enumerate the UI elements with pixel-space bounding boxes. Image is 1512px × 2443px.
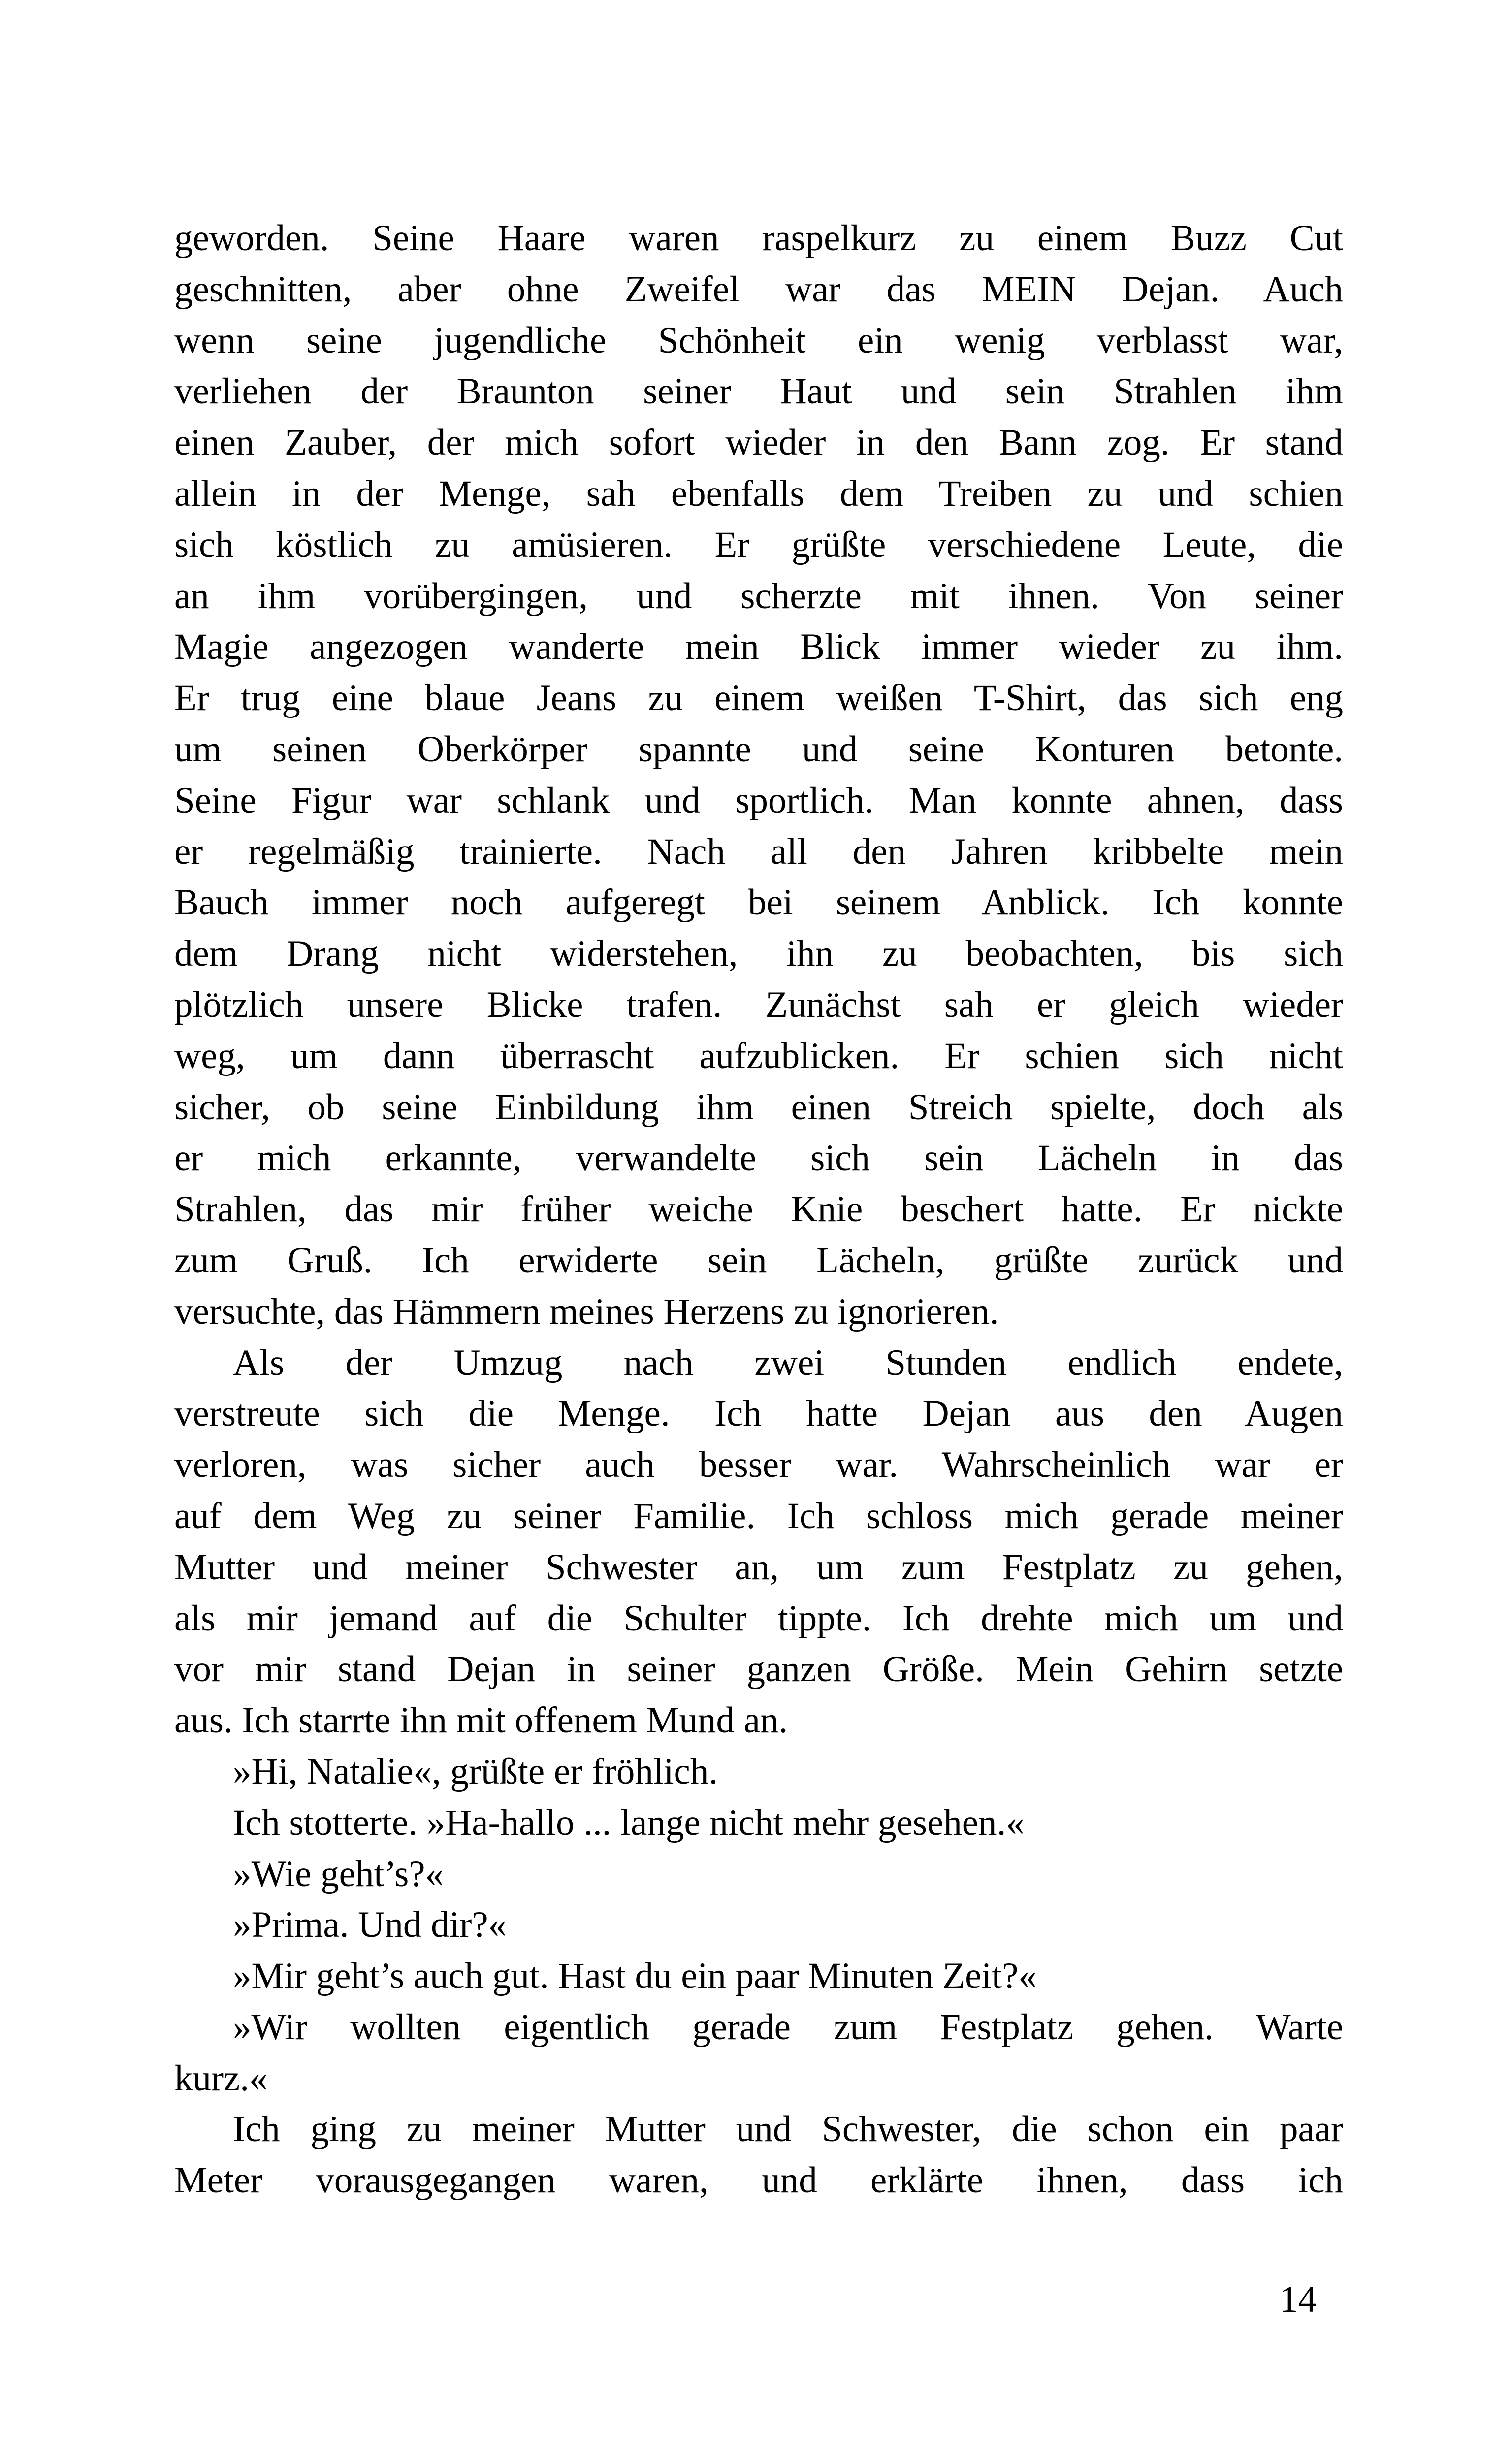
text-line: Ich ging zu meiner Mutter und Schwester, die schon ein paar	[233, 2109, 1343, 2150]
text-line: verliehen der Braunton seiner Haut und sein Strahlen ihm	[174, 371, 1343, 412]
text-line: »Wir wollten eigentlich gerade zum Festplatz gehen. Warte	[233, 2006, 1343, 2048]
text-line: versuchte, das Hämmern meines Herzens zu ignorieren.	[174, 1291, 999, 1332]
text-line: weg, um dann überrascht aufzublicken. Er schien sich nicht	[174, 1035, 1343, 1076]
text-line: Bauch immer noch aufgeregt bei seinem Anblick. Ich konnte	[174, 882, 1343, 923]
text-line: allein in der Menge, sah ebenfalls dem Treiben zu und schien	[174, 473, 1343, 514]
text-line: kurz.«	[174, 2057, 268, 2099]
text-line: verloren, was sicher auch besser war. Wahrscheinlich war er	[174, 1444, 1343, 1486]
text-line: dem Drang nicht widerstehen, ihn zu beobachten, bis sich	[174, 933, 1343, 975]
text-line: vor mir stand Dejan in seiner ganzen Größe. Mein Gehirn setzte	[174, 1649, 1343, 1690]
text-line: Seine Figur war schlank und sportlich. Man konnte ahnen, dass	[174, 780, 1343, 821]
text-line: verstreute sich die Menge. Ich hatte Dejan aus den Augen	[174, 1393, 1343, 1434]
text-line: Mutter und meiner Schwester an, um zum Festplatz zu gehen,	[174, 1546, 1343, 1588]
text-line: Strahlen, das mir früher weiche Knie beschert hatte. Er nickte	[174, 1189, 1343, 1230]
page-number: 14	[1280, 2279, 1317, 2320]
text-line: er mich erkannte, verwandelte sich sein Lächeln in das	[174, 1138, 1343, 1179]
text-line: aus. Ich starrte ihn mit offenem Mund an.	[174, 1700, 788, 1741]
text-line: Ich stotterte. »Ha-hallo ... lange nicht mehr gesehen.«	[233, 1802, 1025, 1843]
text-line: einen Zauber, der mich sofort wieder in den Bann zog. Er stand	[174, 422, 1343, 463]
text-line: sich köstlich zu amüsieren. Er grüßte verschiedene Leute, die	[174, 524, 1343, 565]
text-line: »Wie geht’s?«	[233, 1853, 444, 1894]
text-line: an ihm vorübergingen, und scherzte mit ihnen. Von seiner	[174, 575, 1343, 617]
text-line: plötzlich unsere Blicke trafen. Zunächst sah er gleich wieder	[174, 984, 1343, 1025]
text-line: »Mir geht’s auch gut. Hast du ein paar Minuten Zeit?«	[233, 1955, 1037, 1997]
text-line: zum Gruß. Ich erwiderte sein Lächeln, grüßte zurück und	[174, 1239, 1343, 1281]
body-text	[174, 213, 1343, 2206]
text-line: »Prima. Und dir?«	[233, 1904, 507, 1946]
text-line: als mir jemand auf die Schulter tippte. Ich drehte mich um und	[174, 1597, 1343, 1639]
text-line: geworden. Seine Haare waren raspelkurz zu einem Buzz Cut	[174, 218, 1343, 259]
text-line: Meter vorausgegangen waren, und erklärte ihnen, dass ich	[174, 2160, 1343, 2201]
text-line: Er trug eine blaue Jeans zu einem weißen T-Shirt, das sich eng	[174, 678, 1343, 719]
text-line: sicher, ob seine Einbildung ihm einen Streich spielte, doch als	[174, 1086, 1343, 1128]
text-line: er regelmäßig trainierte. Nach all den Jahren kribbelte mein	[174, 831, 1343, 872]
text-line: auf dem Weg zu seiner Familie. Ich schloss mich gerade meiner	[174, 1495, 1343, 1536]
text-line: geschnitten, aber ohne Zweifel war das MEIN Dejan. Auch	[174, 268, 1343, 310]
text-line: Magie angezogen wanderte mein Blick immer wieder zu ihm.	[174, 626, 1343, 668]
text-line: Als der Umzug nach zwei Stunden endlich endete,	[233, 1342, 1343, 1383]
text-line: um seinen Oberkörper spannte und seine Konturen betonte.	[174, 728, 1343, 770]
text-line: »Hi, Natalie«, grüßte er fröhlich.	[233, 1751, 718, 1792]
text-line: wenn seine jugendliche Schönheit ein wenig verblasst war,	[174, 320, 1343, 361]
